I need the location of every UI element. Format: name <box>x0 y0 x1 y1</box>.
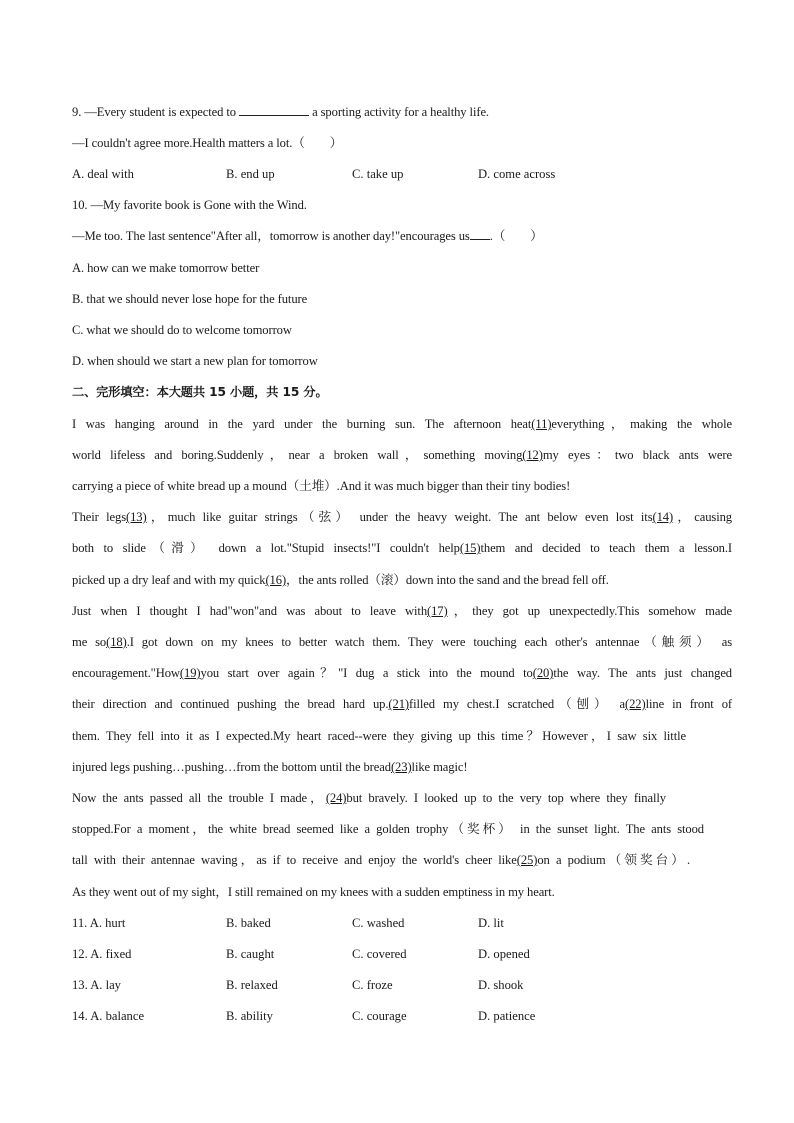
passage-text: both to slide（滑） down a lot."Stupid insects!"I couldn't help <box>72 541 460 555</box>
passage-line: them. They fell into it as I expected.My heart raced--were they giving up this time？However，I saw six little <box>72 729 686 743</box>
q14-option-b[interactable]: B. ability <box>226 1009 273 1023</box>
blank-24[interactable]: (24) <box>325 791 347 805</box>
passage-text: you start over again？"I dug a stick into the mound to <box>200 666 533 680</box>
passage-text: I was hanging around in the yard under the burning sun. The afternoon heat <box>72 417 532 431</box>
q13-option-c[interactable]: C. froze <box>352 978 393 992</box>
blank-17[interactable]: (17) <box>427 604 448 618</box>
passage-line <box>72 851 690 869</box>
passage-line <box>72 633 732 651</box>
passage-text: like magic! <box>411 760 468 774</box>
q13-option-a[interactable]: 13. A. lay <box>72 978 121 992</box>
blank-13[interactable]: (13) <box>126 510 147 524</box>
q9-option-b[interactable]: B. end up <box>226 167 275 181</box>
q14-option-a[interactable]: 14. A. balance <box>72 1009 145 1023</box>
passage-line: carrying a piece of white bread up a mound（土堆）.And it was much bigger than their tiny bodies! <box>72 479 571 493</box>
passage-line <box>72 664 732 682</box>
passage-text: their direction and continued pushing the bread hard up. <box>72 697 389 711</box>
passage-text: them and decided to teach them a lesson.I <box>480 541 733 555</box>
passage-text: world lifeless and boring.Suddenly，near a broken wall，something moving <box>72 448 523 462</box>
q14-option-c[interactable]: C. courage <box>352 1009 407 1023</box>
passage-text: on a podium（领奖台）. <box>537 853 690 867</box>
q10-answer-blank[interactable] <box>470 227 490 240</box>
passage-line <box>72 602 732 620</box>
q13-option-d[interactable]: D. shook <box>478 978 524 992</box>
passage-line: As they went out of my sight，I still remained on my knees with a sudden emptiness in my heart. <box>72 885 555 899</box>
q12-option-c[interactable]: C. covered <box>352 947 407 961</box>
q10-reply-post: .（ ） <box>489 229 543 243</box>
q9-stem-pre: 9. —Every student is expected to <box>72 105 240 119</box>
q9-stem-post: a sporting activity for a healthy life. <box>309 105 489 119</box>
passage-text: ，the ants rolled（滚）down into the sand and the bread fell off. <box>286 573 609 587</box>
q10-option-b[interactable]: B. that we should never lose hope for the future <box>72 292 308 306</box>
passage-text: my eyes：two black ants were <box>542 448 733 462</box>
blank-20[interactable]: (20) <box>532 666 554 680</box>
q12-option-a[interactable]: 12. A. fixed <box>72 947 132 961</box>
q9-answer-blank[interactable] <box>239 103 309 116</box>
passage-text: encouragement."How <box>72 666 180 680</box>
blank-21[interactable]: (21) <box>388 697 409 711</box>
blank-11[interactable]: (11) <box>531 417 552 431</box>
q13-option-b[interactable]: B. relaxed <box>226 978 278 992</box>
passage-line <box>72 695 732 713</box>
q9-reply: —I couldn't agree more.Health matters a lot.（ ） <box>72 136 343 150</box>
passage-line: stopped.For a moment，the white bread seemed like a golden trophy（奖杯） in the sunset light. The ants stood <box>72 822 704 836</box>
passage-text: me so <box>72 635 107 649</box>
passage-line <box>72 446 732 464</box>
q10-option-a[interactable]: A. how can we make tomorrow better <box>72 261 260 275</box>
q10-option-d[interactable]: D. when should we start a new plan for tomorrow <box>72 354 318 368</box>
q11-option-c[interactable]: C. washed <box>352 916 405 930</box>
passage-text: but bravely. I looked up to the very top where they finally <box>346 791 666 805</box>
passage-text: ，causing <box>673 510 732 524</box>
q9-option-c[interactable]: C. take up <box>352 167 404 181</box>
q9-stem <box>72 103 732 121</box>
blank-19[interactable]: (19) <box>179 666 201 680</box>
q10-reply-pre: —Me too. The last sentence"After all，tomorrow is another day!"encourages us <box>72 229 470 243</box>
q11-option-d[interactable]: D. lit <box>478 916 504 930</box>
q10-stem: 10. —My favorite book is Gone with the Wind. <box>72 198 307 212</box>
section-heading: 二、完形填空：本大题共 15 小题，共 15 分。 <box>72 385 328 399</box>
q10-reply <box>72 227 732 245</box>
passage-text: ，much like guitar strings（弦） under the heavy weight. The ant below even lost its <box>146 510 653 524</box>
blank-22[interactable]: (22) <box>624 697 646 711</box>
passage-text: ，they got up unexpectedly.This somehow made <box>447 604 732 618</box>
passage-line <box>72 539 732 557</box>
passage-text: line in front of <box>645 697 732 711</box>
passage-text: injured legs pushing…pushing…from the bottom until the bread <box>72 760 391 774</box>
passage-line <box>72 571 732 589</box>
passage-line <box>72 789 666 807</box>
q11-option-a[interactable]: 11. A. hurt <box>72 916 126 930</box>
q12-option-b[interactable]: B. caught <box>226 947 275 961</box>
passage-text: the way. The ants just changed <box>553 666 733 680</box>
blank-15[interactable]: (15) <box>459 541 481 555</box>
blank-23[interactable]: (23) <box>390 760 412 774</box>
q12-option-d[interactable]: D. opened <box>478 947 530 961</box>
passage-text: tall with their antennae waving，as if to receive and enjoy the world's cheer like <box>72 853 517 867</box>
blank-16[interactable]: (16) <box>265 573 287 587</box>
blank-25[interactable]: (25) <box>516 853 538 867</box>
passage-text: Now the ants passed all the trouble I made， <box>72 791 326 805</box>
passage-text: Their legs <box>72 510 127 524</box>
passage-text: .I got down on my knees to better watch them. They were touching each other's antennae（触须） as <box>126 635 732 649</box>
passage-text: filled my chest.I scratched（刨） a <box>409 697 625 711</box>
q10-option-c[interactable]: C. what we should do to welcome tomorrow <box>72 323 292 337</box>
passage-line <box>72 415 732 433</box>
passage-line <box>72 508 732 526</box>
blank-14[interactable]: (14) <box>652 510 674 524</box>
passage-line <box>72 758 732 776</box>
passage-text: everything，making the whole <box>551 417 732 431</box>
passage-text: Just when I thought I had"won"and was about to leave with <box>72 604 428 618</box>
q11-option-b[interactable]: B. baked <box>226 916 271 930</box>
blank-12[interactable]: (12) <box>522 448 543 462</box>
q9-option-a[interactable]: A. deal with <box>72 167 134 181</box>
q9-option-d[interactable]: D. come across <box>478 167 556 181</box>
passage-text: picked up a dry leaf and with my quick <box>72 573 266 587</box>
blank-18[interactable]: (18) <box>106 635 127 649</box>
q14-option-d[interactable]: D. patience <box>478 1009 536 1023</box>
